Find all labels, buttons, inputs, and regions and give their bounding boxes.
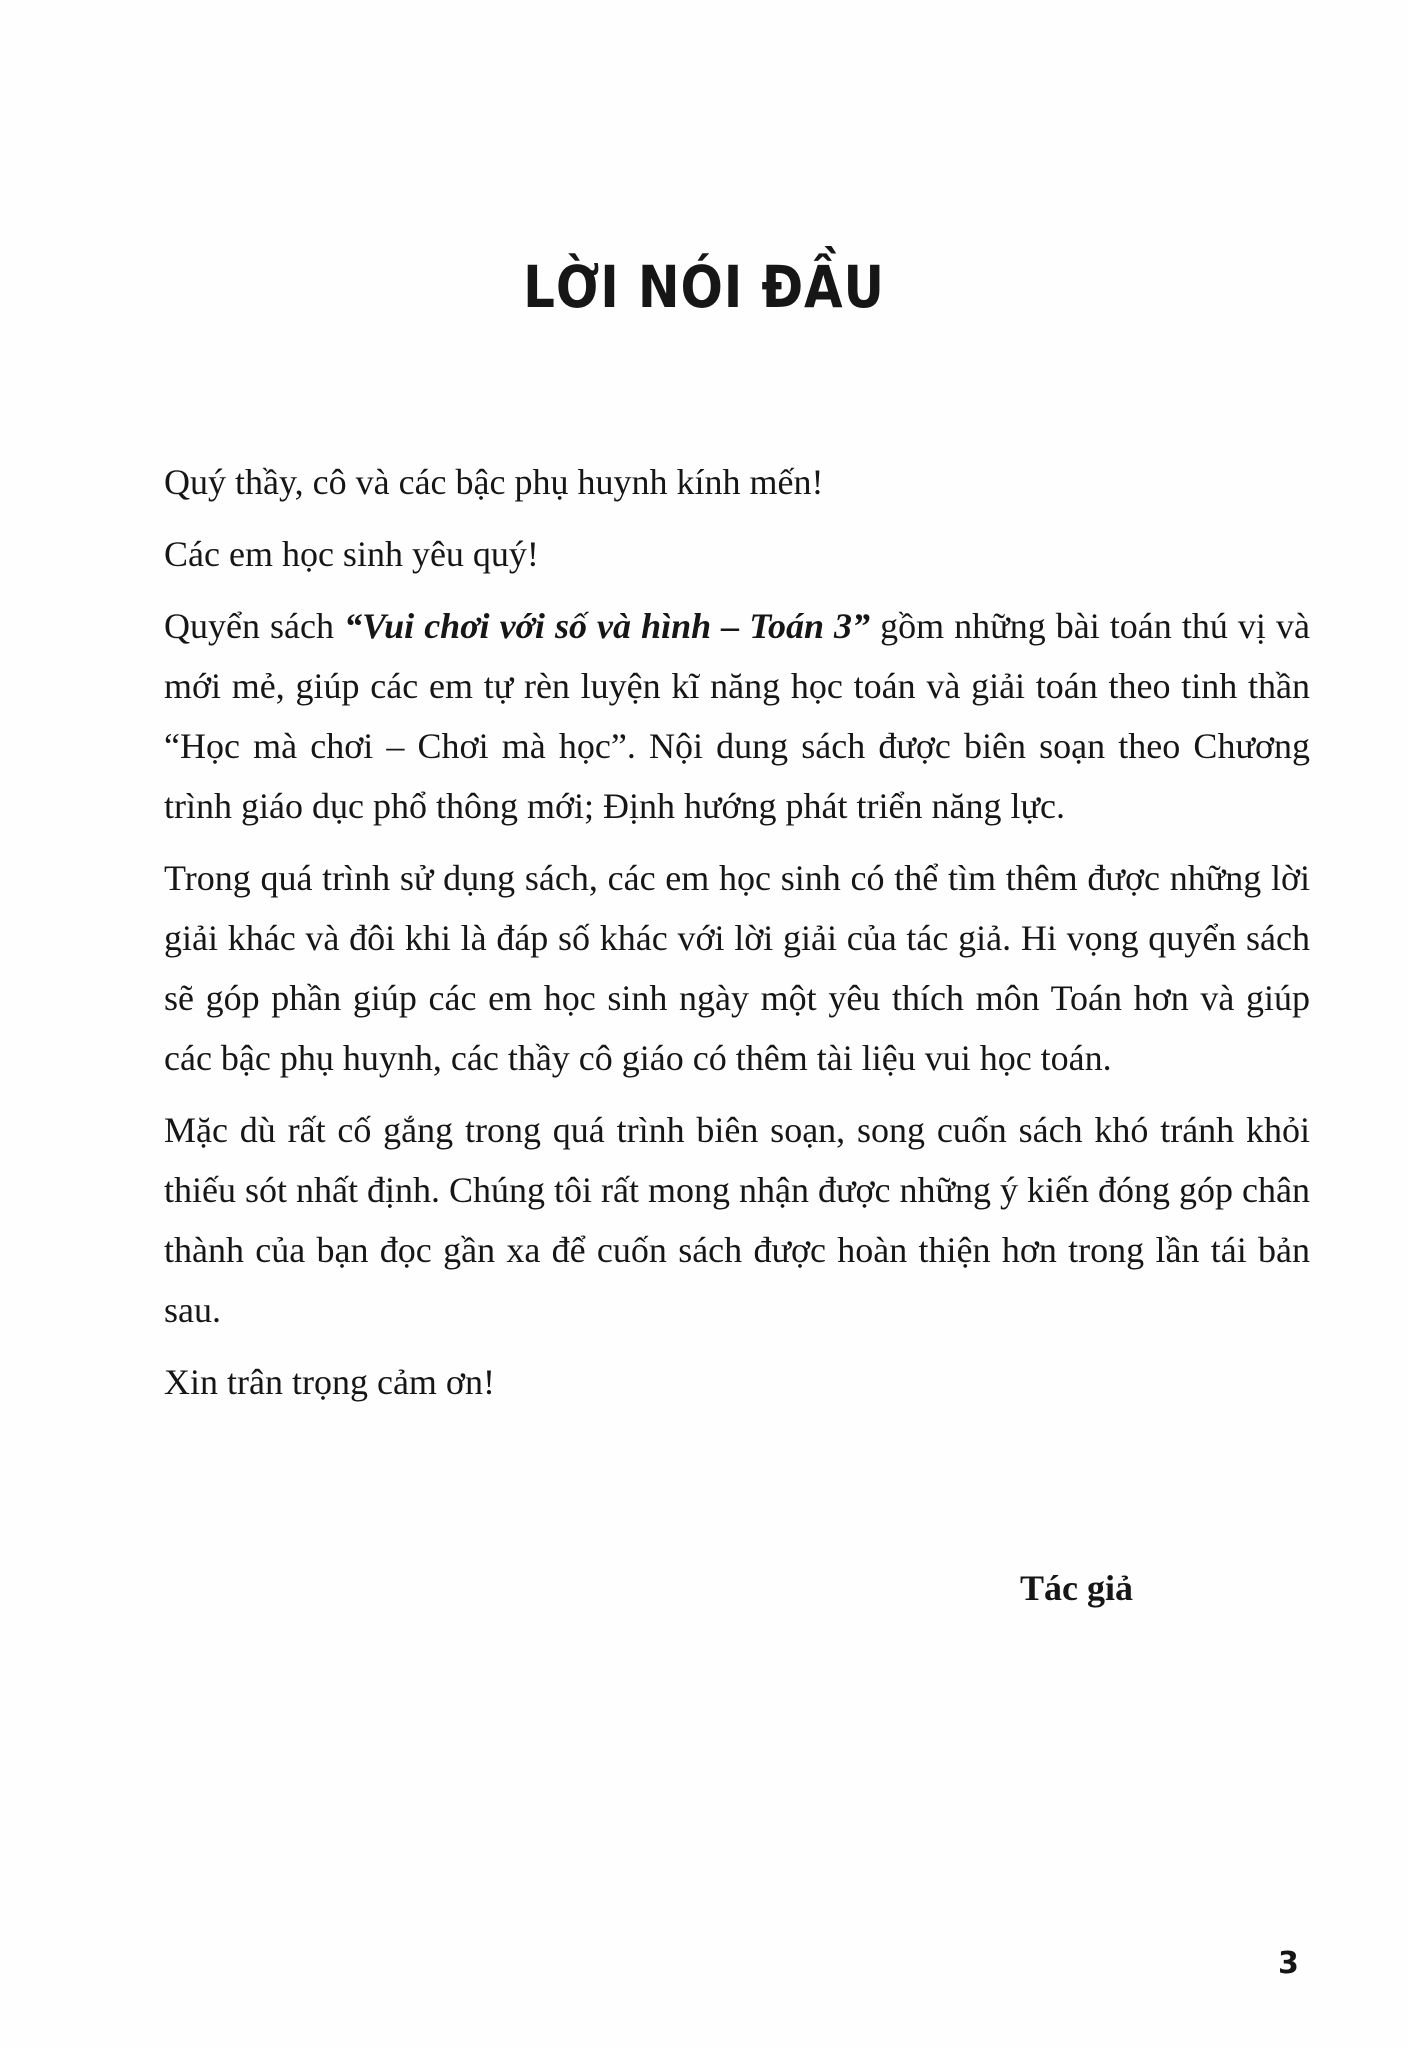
page-number: 3 bbox=[1278, 1946, 1299, 1981]
closing-line: Xin trân trọng cảm ơn! bbox=[164, 1362, 495, 1402]
intro-paragraph bbox=[164, 596, 1310, 836]
greeting-parents: Quý thầy, cô và các bậc phụ huynh kính mến! bbox=[164, 462, 824, 502]
feedback-paragraph: Mặc dù rất cố gắng trong quá trình biên soạn, song cuốn sách khó tránh khỏi thiếu sót nhất định. Chúng tôi rất mong nhận được những ý kiến đóng góp chân thành của bạn đọc gần xa để cuốn sách được hoàn thiện hơn trong lần tái bản sau. bbox=[164, 1110, 1310, 1330]
intro-lead: Quyển sách bbox=[164, 606, 345, 646]
page-title: LỜI NÓI ĐẦU bbox=[523, 253, 885, 321]
author-signature: Tác giả bbox=[1020, 1568, 1133, 1608]
greeting-students: Các em học sinh yêu quý! bbox=[164, 534, 539, 574]
usage-paragraph: Trong quá trình sử dụng sách, các em học sinh có thể tìm thêm được những lời giải khác và đôi khi là đáp số khác với lời giải của tác giả. Hi vọng quyển sách sẽ góp phần giúp các em học sinh ngày một yêu thích môn Toán hơn và giúp các bậc phụ huynh, các thầy cô giáo có thêm tài liệu vui học toán. bbox=[164, 858, 1310, 1078]
intro-rest: gồm những bài toán thú vị và mới mẻ, giúp các em tự rèn luyện kĩ năng học toán và giải toán theo tinh thần “Học mà chơi – Chơi mà học”. Nội dung sách được biên soạn theo Chương trình giáo dục phổ thông mới; Định hướng phát triển năng lực. bbox=[164, 606, 1310, 826]
book-title: “Vui chơi với số và hình – Toán 3” bbox=[344, 606, 871, 646]
preface-body bbox=[164, 452, 1310, 1424]
